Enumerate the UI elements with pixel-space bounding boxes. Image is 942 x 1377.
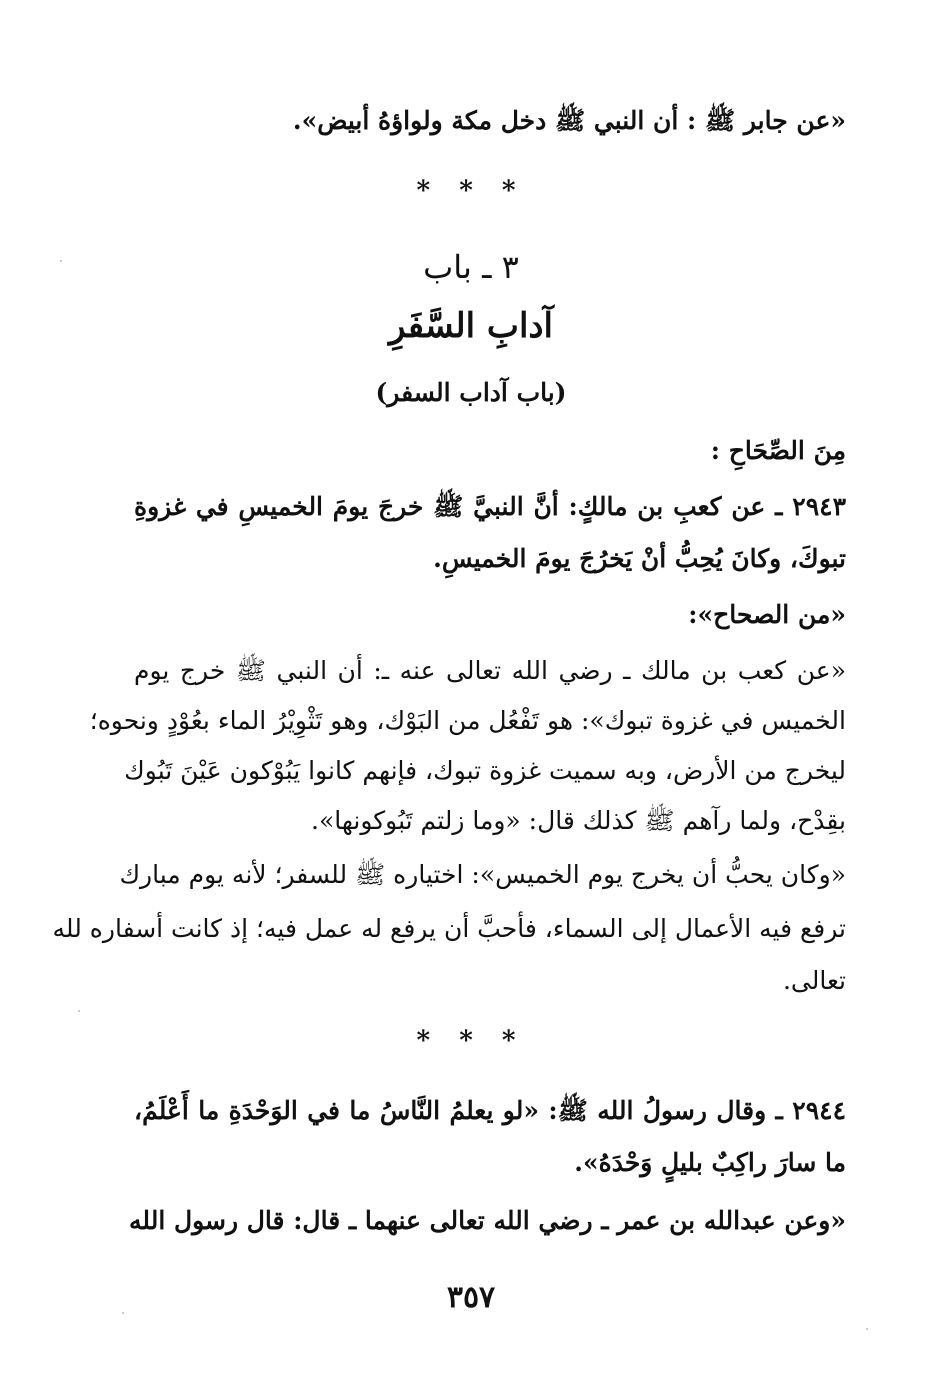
chapter-number: ٣ ـ باب: [423, 248, 519, 286]
commentary2-line3: تعالى.: [782, 966, 846, 995]
last-line: «وعن عبدالله بن عمر ـ رضي الله تعالى عنهما ـ قال: قال رسول الله: [129, 1206, 846, 1235]
page-number: ٣٥٧: [446, 1280, 496, 1315]
commentary1-line1: «عن كعب بن مالك ـ رضي الله تعالى عنه ـ: أن النبي ﷺ خرج يوم: [134, 656, 846, 685]
commentary1-line4: بقِدْح، ولما رآهم ﷺ كذلك قال: «وما زلتم تَبُوكونها».: [311, 806, 846, 835]
top-line: «عن جابر ﷺ : أن النبي ﷺ دخل مكة ولواؤهُ أبيض».: [292, 106, 846, 135]
hadith-2944-line1: ٢٩٤٤ ـ وقال رسولُ الله ﷺ: «لو يعلمُ النَّاسُ ما في الوَحْدَةِ ما أَعْلَمُ،: [134, 1096, 846, 1125]
scan-speck: [866, 1328, 868, 1330]
commentary2-line2: ترفع فيه الأعمال إلى السماء، فأحبَّ أن يرفع له عمل فيه؛ إذ كانت أسفاره لله: [52, 914, 846, 943]
commentary2-line1: «وكان يحبُّ أن يخرج يوم الخميس»: اختياره ﷺ للسفر؛ لأنه يوم مبارك: [119, 860, 846, 889]
commentary1-line3: ليخرج من الأرض، وبه سميت غزوة تبوك، فإنهم كانوا يَبُوْكون عَيْنَ تَبُوك: [124, 756, 846, 785]
commentary1-line2: الخميس في غزوة تبوك»: هو تَفْعُل من البَوْك، وهو تَثْوِيْرُ الماء بعُوْدٍ ونحوه؛: [89, 706, 846, 735]
hadith-2943-line1: ٢٩٤٣ ـ عن كعبِ بن مالكٍ: أنَّ النبيَّ ﷺ خرجَ يومَ الخميسِ في غزوةِ: [134, 492, 846, 521]
separator-middle: * * *: [416, 1026, 526, 1056]
section-heading: مِنَ الصِّحَاحِ :: [710, 436, 846, 465]
scan-speck: [122, 1312, 124, 1314]
chapter-subtitle: (باب آداب السفر): [375, 378, 567, 407]
commentary-heading: «من الصحاح»:: [688, 600, 846, 629]
scan-speck: [78, 1010, 80, 1012]
chapter-title: آدابِ السَّفَرِ: [389, 306, 553, 346]
separator-top: * * *: [416, 176, 526, 206]
hadith-2943-line2: تبوكَ، وكانَ يُحِبُّ أنْ يَخرُجَ يومَ الخميسِ.: [433, 544, 846, 573]
hadith-2944-line2: ما سارَ راكِبٌ بليلٍ وَحْدَهُ».: [574, 1148, 846, 1177]
scan-speck: [60, 260, 62, 262]
